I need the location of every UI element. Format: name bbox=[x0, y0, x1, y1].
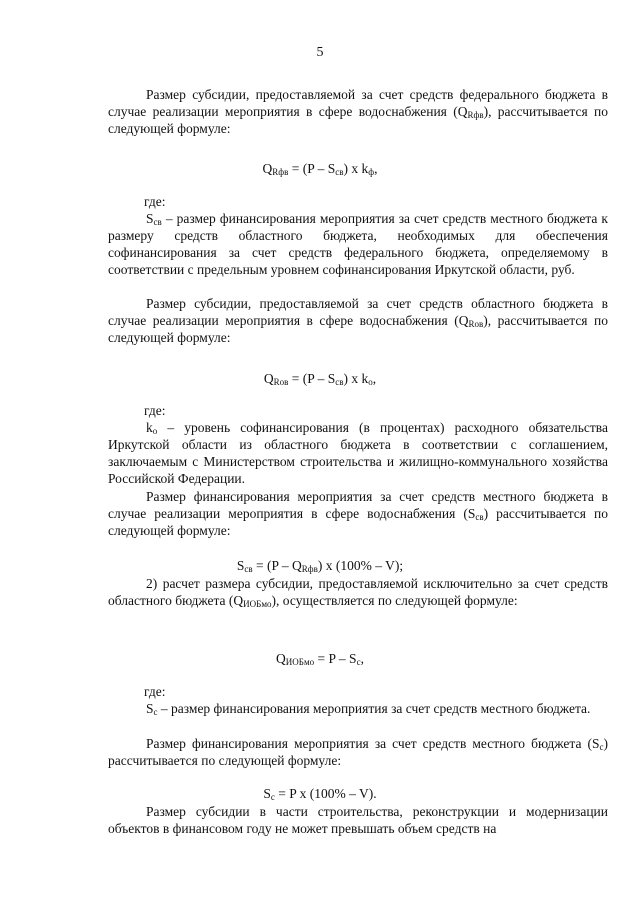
paragraph-local-funding: Размер финансирования мероприятия за счет средств местного бюджета в случае реализации мероприятия в сфере водоснабжения $(S_{св})$ рассчитывается по следующей формуле: bbox=[108, 489, 608, 538]
page-number: 5 bbox=[316, 45, 324, 60]
paragraph-s-sv-definition: $S_{св}$ – размер финансирования мероприятия за счет средств местного бюджета к размеру средств областного бюджета, необходимых для обеспечения софинансирования за счет средств федерального бюджета, определяемому в соответствии с предельным уровнем софинансирования Иркутской области, руб. bbox=[108, 211, 608, 277]
where-label: где: bbox=[144, 194, 166, 209]
paragraph-subsidy-limit: Размер субсидии в части строительства, реконструкции и модернизации объектов в финансовом году не может превышать объем средств на bbox=[108, 804, 608, 836]
formula-s-c: $S_c = P$ x (100% – V). bbox=[263, 786, 377, 802]
formula-q-rov: $Q_{Rов} = (P - S_{св})$ x $k_о$, bbox=[263, 371, 377, 387]
paragraph-s-c-definition: $S_c$ – размер финансирования мероприятия за счет средств местного бюджета. bbox=[146, 701, 591, 717]
where-label: где: bbox=[144, 684, 166, 699]
paragraph-s-c-calculation: Размер финансирования мероприятия за счет средств местного бюджета $(S_c)$ рассчитывается по следующей формуле: bbox=[108, 736, 608, 768]
where-label: где: bbox=[144, 403, 166, 418]
paragraph-k-o-definition: $k_о$ – уровень софинансирования (в процентах) расходного обязательства Иркутской области из областного бюджета в соответствии с соглашением, заключаемым с Министерством строительства и жилищно-коммунального хозяйства Российской Федерации. bbox=[108, 420, 608, 486]
formula-q-rfv: $Q_{Rфв} = (P - S_{св})$ x $k_ф$, bbox=[262, 161, 378, 177]
paragraph-regional-subsidy: Размер субсидии, предоставляемой за счет средств областного бюджета в случае реализации мероприятия в сфере водоснабжения $(Q_{Rов})$, рассчитывается по следующей формуле: bbox=[108, 296, 609, 345]
paragraph-federal-subsidy: Размер субсидии, предоставляемой за счет средств федерального бюджета в случае реализации мероприятия в сфере водоснабжения $(Q_{Rфв})$, рассчитывается по следующей формуле: bbox=[108, 87, 609, 136]
formula-s-sv: $S_{св} = (P - Q_{Rфв})$ x (100% – V); bbox=[236, 558, 404, 574]
formula-q-iobmo: $Q_{ИОБмо} = P - S_c$, bbox=[276, 651, 364, 667]
paragraph-exclusive-subsidy: 2) расчет размера субсидии, предоставляемой исключительно за счет средств областного бюджета $(Q_{ИОБмо})$, осуществляется по следующей формуле: bbox=[108, 576, 608, 609]
